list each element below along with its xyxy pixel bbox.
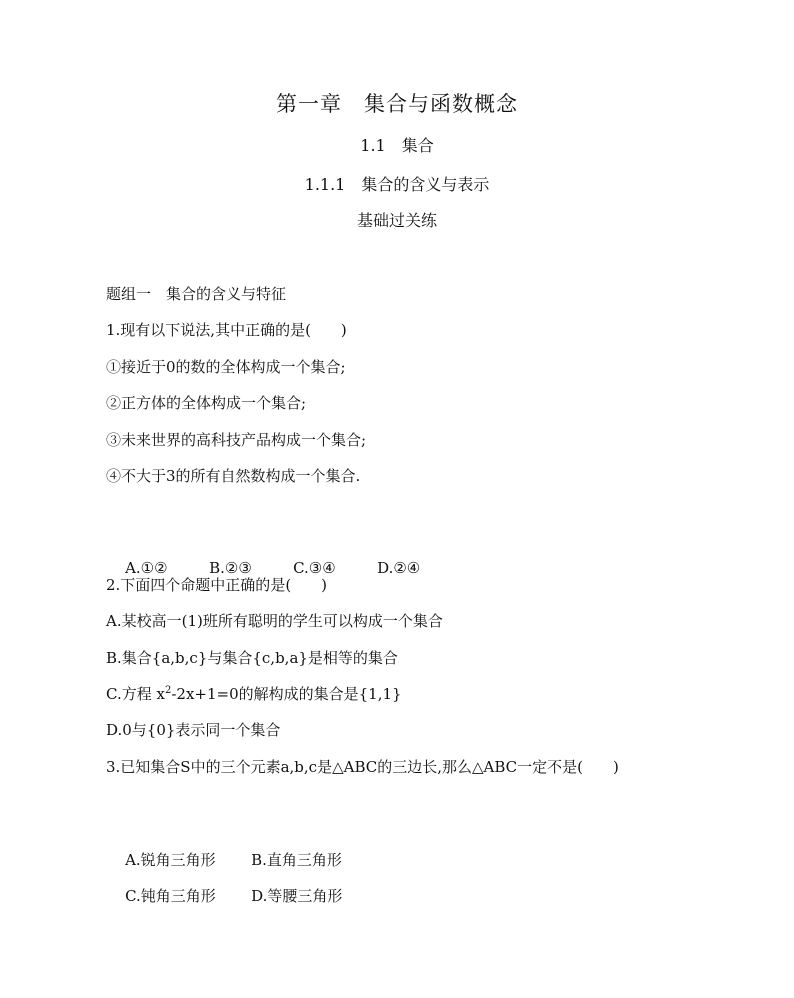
option-b: B.直角三角形 — [251, 851, 342, 869]
question-1-statement: ①接近于0的数的全体构成一个集合; — [106, 358, 346, 376]
option-c: C.③④ — [293, 559, 336, 577]
question-2-option-b: B.集合{a,b,c}与集合{c,b,a}是相等的集合 — [106, 649, 398, 667]
question-1-statement: ②正方体的全体构成一个集合; — [106, 394, 307, 412]
question-2-option-c — [106, 684, 402, 704]
superscript-exponent: 2 — [164, 685, 172, 696]
exercise-heading: 基础过关练 — [356, 211, 437, 230]
question-2-stem: 2.下面四个命题中正确的是( ) — [106, 576, 328, 594]
option-b: B.②③ — [209, 559, 252, 577]
section-title: 1.1 集合 — [360, 136, 434, 155]
option-a: A.①② — [125, 559, 168, 577]
question-1-stem: 1.现有以下说法,其中正确的是( ) — [106, 321, 347, 339]
group-title: 题组一 集合的含义与特征 — [106, 285, 287, 303]
option-c: C.钝角三角形 — [125, 887, 216, 905]
option-d: D.②④ — [377, 559, 421, 577]
option-c-suffix: -2x+1=0的解构成的集合是{1,1} — [171, 685, 402, 703]
option-c-prefix: C.方程 x — [106, 685, 165, 703]
subsection-title: 1.1.1 集合的含义与表示 — [304, 175, 490, 194]
chapter-title: 第一章 集合与函数概念 — [276, 92, 518, 116]
question-3-options-row — [106, 866, 342, 926]
option-a: A.锐角三角形 — [125, 851, 216, 869]
option-d: D.等腰三角形 — [251, 887, 343, 905]
question-3-stem: 3.已知集合S中的三个元素a,b,c是△ABC的三边长,那么△ABC一定不是( ) — [106, 758, 619, 776]
question-1-statement: ③未来世界的高科技产品构成一个集合; — [106, 431, 367, 449]
question-2-option-a: A.某校高一(1)班所有聪明的学生可以构成一个集合 — [106, 612, 443, 630]
question-2-option-d: D.0与{0}表示同一个集合 — [106, 721, 281, 739]
question-1-statement: ④不大于3的所有自然数构成一个集合. — [106, 467, 361, 485]
